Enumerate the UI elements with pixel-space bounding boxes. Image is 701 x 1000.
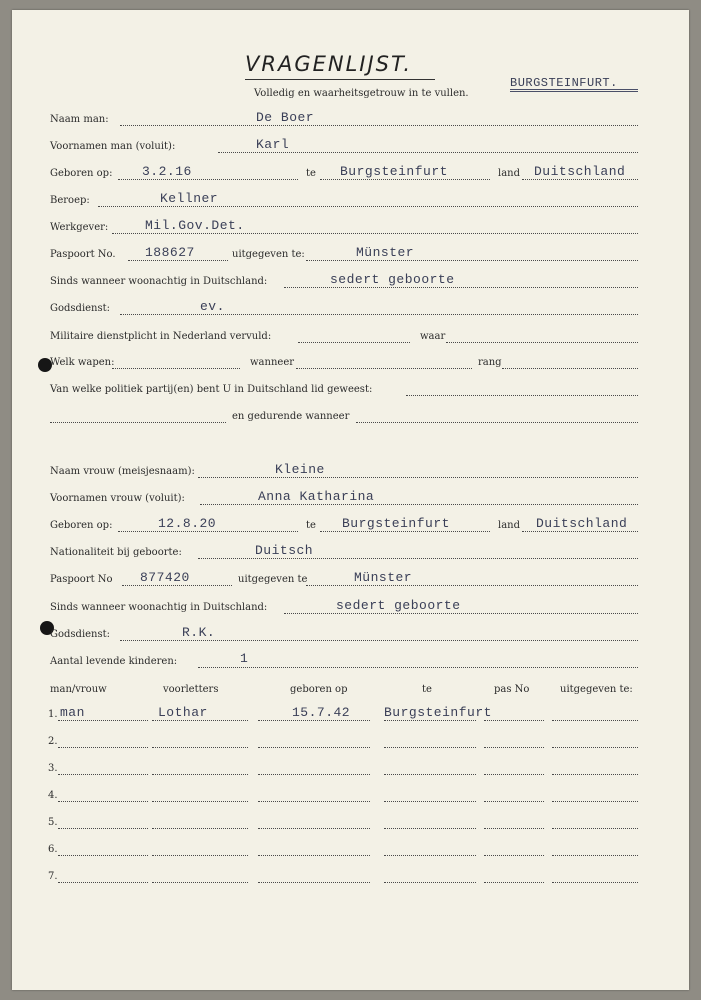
value-geboren-op-man[interactable]: 3.2.16 — [142, 164, 192, 179]
child-row-3-line-4 — [384, 774, 476, 775]
label-paspoort-vrouw: Paspoort No — [50, 574, 113, 585]
value-paspoort-vrouw[interactable]: 877420 — [140, 570, 190, 585]
label-naam-vrouw: Naam vrouw (meisjesnaam): — [50, 466, 195, 477]
label-paspoort-man: Paspoort No. — [50, 249, 116, 260]
value-voornamen-man[interactable]: Karl — [256, 137, 290, 152]
child-row-7-line-5 — [484, 882, 544, 883]
line-naam-vrouw — [198, 477, 638, 478]
value-geboren-te-vrouw[interactable]: Burgsteinfurt — [342, 516, 450, 531]
child-row-1-line-1 — [58, 720, 148, 721]
line-wapen — [112, 368, 240, 369]
label-voornamen-man: Voornamen man (voluit): — [50, 141, 176, 152]
value-voornamen-vrouw[interactable]: Anna Katharina — [258, 489, 375, 504]
child-row-2-line-5 — [484, 747, 544, 748]
child-row-1-num: 1. — [48, 709, 58, 720]
child-row-1-line-4 — [384, 720, 476, 721]
label-land-man: land — [498, 168, 521, 179]
line-geboren-op-man — [118, 179, 298, 180]
label-te-vrouw: te — [306, 520, 316, 531]
label-godsdienst-man: Godsdienst: — [50, 303, 111, 314]
line-land-vrouw — [522, 531, 638, 532]
child-row-6-line-4 — [384, 855, 476, 856]
label-partij: Van welke politiek partij(en) bent U in Duitschland lid geweest: — [50, 384, 373, 395]
label-uitgegeven-vrouw: uitgegeven te — [238, 574, 308, 585]
label-geboren-man: Geboren op: — [50, 168, 113, 179]
label-naam-man: Naam man: — [50, 114, 109, 125]
line-godsdienst-vrouw — [120, 640, 638, 641]
value-godsdienst-vrouw[interactable]: R.K. — [182, 625, 216, 640]
child-row-6-line-5 — [484, 855, 544, 856]
value-land-man[interactable]: Duitschland — [534, 164, 626, 179]
child-row-7-line-4 — [384, 882, 476, 883]
child-row-2-line-4 — [384, 747, 476, 748]
label-werkgever: Werkgever: — [50, 222, 109, 233]
child-row-4-line-6 — [552, 801, 638, 802]
child-row-5-line-3 — [258, 828, 370, 829]
line-beroep — [98, 206, 638, 207]
child-row-1-sex[interactable]: man — [60, 705, 85, 720]
child-row-1-te[interactable]: Burgsteinfurt — [384, 705, 492, 720]
line-rang — [502, 368, 638, 369]
line-wanneer — [296, 368, 472, 369]
child-row-4-line-5 — [484, 801, 544, 802]
line-uitgegeven-man — [306, 260, 638, 261]
child-row-7-line-1 — [58, 882, 148, 883]
line-land-man — [522, 179, 638, 180]
header-voorletters: voorletters — [163, 684, 219, 695]
child-row-5-line-1 — [58, 828, 148, 829]
header-man-vrouw: man/vrouw — [50, 684, 107, 695]
child-row-5-num: 5. — [48, 817, 58, 828]
line-godsdienst-man — [120, 314, 638, 315]
value-land-vrouw[interactable]: Duitschland — [536, 516, 628, 531]
child-row-1-line-5 — [484, 720, 544, 721]
line-voornamen-man — [218, 152, 638, 153]
header-te: te — [422, 684, 432, 695]
value-uitgegeven-vrouw[interactable]: Münster — [354, 570, 413, 585]
value-beroep[interactable]: Kellner — [160, 191, 219, 206]
line-geboren-op-vrouw — [118, 531, 298, 532]
child-row-6-line-1 — [58, 855, 148, 856]
value-sinds-man[interactable]: sedert geboorte — [330, 272, 455, 287]
label-voornamen-vrouw: Voornamen vrouw (voluit): — [50, 493, 185, 504]
child-row-1-line-3 — [258, 720, 370, 721]
label-nationaliteit: Nationaliteit bij geboorte: — [50, 547, 182, 558]
label-militaire: Militaire dienstplicht in Nederland vervuld: — [50, 331, 272, 342]
child-row-6-line-6 — [552, 855, 638, 856]
line-voornamen-vrouw — [200, 504, 638, 505]
line-sinds-vrouw — [284, 613, 638, 614]
line-paspoort-vrouw — [122, 585, 232, 586]
child-row-3-line-6 — [552, 774, 638, 775]
label-geboren-vrouw: Geboren op: — [50, 520, 113, 531]
value-naam-vrouw[interactable]: Kleine — [275, 462, 325, 477]
child-row-3-line-3 — [258, 774, 370, 775]
header-uitgegeven-te: uitgegeven te: — [560, 684, 633, 695]
label-wanneer: wanneer — [250, 357, 295, 368]
child-row-6-line-3 — [258, 855, 370, 856]
child-row-7-line-3 — [258, 882, 370, 883]
form-title: VRAGENLIJST. — [245, 52, 413, 76]
label-gedurende: en gedurende wanneer — [232, 411, 350, 422]
form-subtitle: Volledig en waarheitsgetrouw in te vullen. — [254, 88, 469, 99]
value-geboren-te-man[interactable]: Burgsteinfurt — [340, 164, 448, 179]
value-aantal-kinderen[interactable]: 1 — [240, 651, 249, 666]
child-row-4-line-2 — [152, 801, 248, 802]
line-geboren-te-vrouw — [320, 531, 490, 532]
line-paspoort-man — [128, 260, 228, 261]
line-nationaliteit — [198, 558, 638, 559]
child-row-4-line-3 — [258, 801, 370, 802]
value-sinds-vrouw[interactable]: sedert geboorte — [336, 598, 461, 613]
child-row-6-line-2 — [152, 855, 248, 856]
value-geboren-op-vrouw[interactable]: 12.8.20 — [158, 516, 217, 531]
child-row-3-line-2 — [152, 774, 248, 775]
child-row-4-line-1 — [58, 801, 148, 802]
child-row-4-line-4 — [384, 801, 476, 802]
value-paspoort-man[interactable]: 188627 — [145, 245, 195, 260]
line-gedurende — [356, 422, 638, 423]
child-row-3-num: 3. — [48, 763, 58, 774]
label-wapen: Welk wapen: — [50, 357, 115, 368]
title-underline — [245, 79, 435, 80]
child-row-7-line-6 — [552, 882, 638, 883]
value-nationaliteit[interactable]: Duitsch — [255, 543, 314, 558]
child-row-6-num: 6. — [48, 844, 58, 855]
child-row-1-line-2 — [152, 720, 248, 721]
child-row-2-line-6 — [552, 747, 638, 748]
child-row-1-line-6 — [552, 720, 638, 721]
label-rang: rang — [478, 357, 502, 368]
place-stamp: BURGSTEINFURT. — [510, 76, 618, 90]
label-uitgegeven-man: uitgegeven te: — [232, 249, 305, 260]
label-land-vrouw: land — [498, 520, 521, 531]
value-uitgegeven-man[interactable]: Münster — [356, 245, 415, 260]
child-row-1-voorletters[interactable]: Lothar — [158, 705, 208, 720]
line-aantal-kinderen — [198, 667, 638, 668]
label-aantal-kinderen: Aantal levende kinderen: — [50, 656, 178, 667]
label-sinds-vrouw: Sinds wanneer woonachtig in Duitschland: — [50, 602, 268, 613]
child-row-1-geboren-op[interactable]: 15.7.42 — [292, 705, 351, 720]
child-row-5-line-5 — [484, 828, 544, 829]
child-row-2-num: 2. — [48, 736, 58, 747]
header-pas-no: pas No — [494, 684, 530, 695]
value-werkgever[interactable]: Mil.Gov.Det. — [145, 218, 245, 233]
child-row-3-line-1 — [58, 774, 148, 775]
label-beroep: Beroep: — [50, 195, 90, 206]
child-row-2-line-2 — [152, 747, 248, 748]
child-row-5-line-2 — [152, 828, 248, 829]
child-row-4-num: 4. — [48, 790, 58, 801]
line-partij — [406, 395, 638, 396]
line-partij-2 — [50, 422, 226, 423]
line-werkgever — [112, 233, 638, 234]
label-waar: waar — [420, 331, 446, 342]
line-geboren-te-man — [320, 179, 490, 180]
value-godsdienst-man[interactable]: ev. — [200, 299, 225, 314]
child-row-3-line-5 — [484, 774, 544, 775]
label-te-man: te — [306, 168, 316, 179]
child-row-2-line-1 — [58, 747, 148, 748]
child-row-5-line-6 — [552, 828, 638, 829]
child-row-7-line-2 — [152, 882, 248, 883]
line-waar — [446, 342, 638, 343]
line-sinds-man — [284, 287, 638, 288]
label-sinds-man: Sinds wanneer woonachtig in Duitschland: — [50, 276, 268, 287]
child-row-7-num: 7. — [48, 871, 58, 882]
label-godsdienst-vrouw: Godsdienst: — [50, 629, 111, 640]
line-militaire — [298, 342, 410, 343]
value-naam-man[interactable]: De Boer — [256, 110, 315, 125]
child-row-5-line-4 — [384, 828, 476, 829]
header-geboren-op: geboren op — [290, 684, 348, 695]
line-uitgegeven-vrouw — [306, 585, 638, 586]
line-naam-man — [120, 125, 638, 126]
child-row-2-line-3 — [258, 747, 370, 748]
place-underline — [510, 89, 638, 92]
